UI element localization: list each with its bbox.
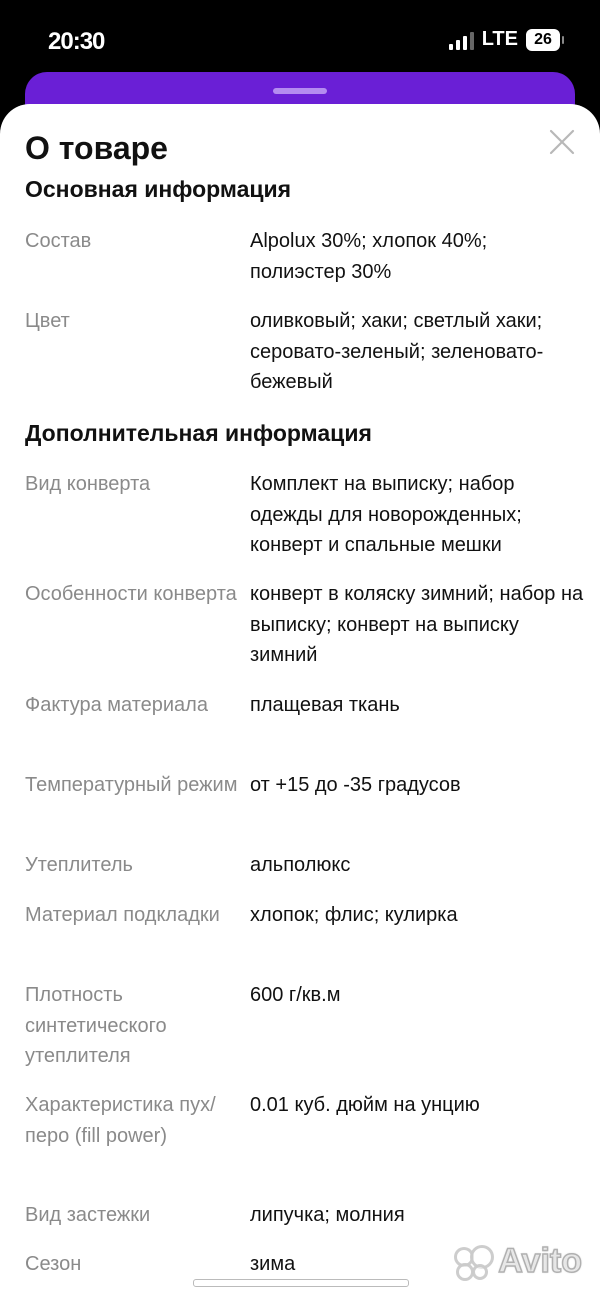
row-label: Материал подкладки — [25, 904, 220, 926]
row-label: Фактура материала — [25, 694, 208, 716]
product-info-sheet — [0, 104, 600, 1297]
signal-icon — [449, 30, 474, 50]
row-label: Сезон — [25, 1253, 82, 1275]
network-label: LTE — [481, 28, 518, 50]
row-value: Alpolux 30%; хлопок 40%; полиэстер 30% — [250, 230, 488, 283]
row-label: Состав — [25, 230, 92, 252]
close-icon[interactable] — [548, 128, 576, 156]
status-time: 20:30 — [48, 28, 105, 55]
info-row — [25, 980, 585, 1072]
battery-icon: 26 — [526, 29, 560, 51]
info-row — [25, 306, 585, 398]
row-value: плащевая ткань — [250, 694, 400, 716]
row-label: Цвет — [25, 310, 70, 332]
sheet-title: О товаре — [25, 130, 168, 166]
avito-logo-icon — [454, 1245, 492, 1279]
row-label: Вид конверта — [25, 473, 151, 495]
info-row — [25, 469, 585, 561]
row-value: альполюкс — [250, 854, 351, 876]
row-value: конверт в коляску зимний; набор на выписку; конверт на выписку зимний — [250, 583, 584, 666]
row-value: 0.01 куб. дюйм на унцию — [250, 1094, 480, 1116]
row-label: Характеристика пух/перо (fill power) — [25, 1094, 216, 1147]
row-value: оливковый; хаки; светлый хаки; серовато-зеленый; зеленовато-бежевый — [250, 310, 544, 393]
status-bar — [0, 0, 600, 70]
section-title-additional: Дополнительная информация — [25, 420, 372, 446]
section-title-main: Основная информация — [25, 176, 292, 202]
row-label: Вид застежки — [25, 1204, 151, 1226]
row-value: от +15 до -35 градусов — [250, 774, 461, 796]
sheet-grabber[interactable] — [273, 88, 327, 94]
row-value: хлопок; флис; кулирка — [250, 904, 458, 926]
row-value: Комплект на выписку; набор одежды для новорожденных; конверт и спальные мешки — [250, 473, 522, 556]
status-indicators — [449, 28, 560, 51]
info-row — [25, 690, 585, 721]
row-label: Плотность синтетического утеплителя — [25, 984, 167, 1067]
info-row — [25, 1090, 585, 1151]
info-row — [25, 770, 585, 801]
row-label: Температурный режим — [25, 774, 238, 796]
home-indicator[interactable] — [193, 1279, 409, 1287]
row-value: липучка; молния — [250, 1204, 405, 1226]
info-row — [25, 850, 585, 881]
row-value: зима — [250, 1253, 296, 1275]
row-label: Утеплитель — [25, 854, 133, 876]
info-row — [25, 226, 585, 287]
row-value: 600 г/кв.м — [250, 984, 341, 1006]
row-label: Особенности конверта — [25, 583, 237, 605]
info-row — [25, 900, 585, 931]
info-row — [25, 1200, 585, 1231]
info-row — [25, 579, 585, 671]
avito-watermark — [454, 1242, 582, 1281]
watermark-text: Avito — [498, 1242, 582, 1280]
